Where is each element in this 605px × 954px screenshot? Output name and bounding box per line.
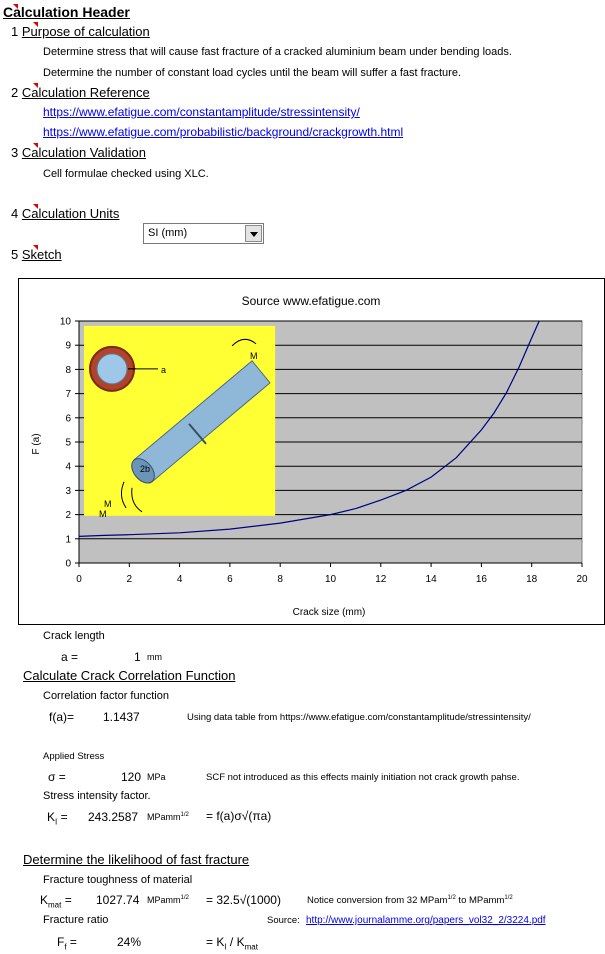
- y-tick-label: 10: [59, 316, 71, 328]
- section-title: Calculation Units: [21, 206, 120, 221]
- chevron-down-icon[interactable]: [245, 225, 262, 242]
- ff-formula: = $K_I / K_{mat}$: [206, 935, 258, 952]
- x-tick-label: 2: [126, 574, 133, 585]
- reference-link-1[interactable]: https://www.efatigue.com/constantamplitude/stressintensity/: [43, 105, 360, 119]
- section-units-heading: [11, 206, 119, 221]
- y-tick-label: 8: [65, 364, 71, 376]
- k-unit: MPamm$^{1/2}$: [147, 812, 189, 822]
- fracture-title: Determine the likelihood of fast fracture: [23, 852, 250, 867]
- k-label: $K_I$ =: [47, 810, 68, 827]
- kmat-unit: MPamm$^{1/2}$: [147, 895, 189, 905]
- correlation-func-label: Correlation factor function: [43, 690, 169, 702]
- tube-section-inner: [97, 354, 127, 384]
- chart-title: Source www.efatigue.com: [241, 294, 381, 308]
- kmat-formula: = 32.5√(1000): [206, 893, 281, 907]
- source-label: Source:: [267, 915, 300, 926]
- section-validation-heading: [11, 145, 146, 160]
- x-tick-label: 8: [277, 574, 283, 585]
- x-tick-label: 20: [576, 574, 588, 585]
- ratio-label: Fracture ratio: [43, 914, 109, 926]
- comment-marker[interactable]: [33, 204, 38, 209]
- y-tick-label: 5: [65, 437, 71, 449]
- ff-value[interactable]: 24%: [117, 935, 142, 949]
- y-tick-label: 9: [65, 340, 71, 352]
- correlation-title: Calculate Crack Correlation Function: [23, 668, 236, 683]
- a-value[interactable]: 1: [134, 650, 141, 664]
- a-label: a =: [61, 650, 79, 664]
- section-purpose-heading: [11, 24, 150, 39]
- ff-label: $F_f$ =: [57, 935, 77, 952]
- stress-label: Applied Stress: [43, 751, 105, 762]
- inset-label-2b: 2b: [140, 463, 151, 474]
- reference-link-2[interactable]: https://www.efatigue.com/probabilistic/background/crackgrowth.html: [43, 125, 404, 139]
- y-tick-label: 1: [65, 534, 71, 546]
- inset-label-a: a: [161, 364, 167, 375]
- sigma-note: SCF not introduced as this effects mainly initiation not crack growth pahse.: [206, 772, 520, 783]
- inset-label-m1: M: [104, 498, 112, 509]
- section-number: 1: [11, 24, 19, 39]
- page-title: Calculation Header: [3, 4, 130, 20]
- y-tick-label: 6: [65, 413, 71, 425]
- x-axis-label: Crack size (mm): [292, 607, 366, 618]
- y-tick-label: 7: [65, 389, 71, 401]
- toughness-label: Fracture toughness of material: [43, 874, 193, 886]
- x-tick-label: 0: [76, 574, 82, 585]
- kmat-value[interactable]: 1027.74: [96, 893, 140, 907]
- x-tick-label: 12: [375, 574, 387, 585]
- sif-label: Stress intensity factor.: [43, 790, 151, 802]
- y-tick-label: 3: [65, 485, 71, 497]
- section-title: Calculation Validation: [21, 145, 146, 160]
- purpose-line-2: Determine the number of constant load cycles until the beam will suffer a fast fracture.: [43, 67, 461, 79]
- y-tick-label: 2: [65, 510, 71, 522]
- section-title: Sketch: [21, 247, 62, 262]
- section-reference-heading: [11, 85, 150, 100]
- section-number: 3: [11, 145, 19, 160]
- y-tick-label: 0: [65, 558, 71, 570]
- x-tick-label: 4: [176, 574, 183, 585]
- a-unit: mm: [147, 652, 162, 662]
- sigma-unit: MPa: [147, 772, 166, 782]
- sigma-value[interactable]: 120: [121, 770, 142, 784]
- y-tick-label: 4: [65, 461, 71, 473]
- fa-note: Using data table from https://www.efatigue.com/constantamplitude/stressintensity/: [187, 712, 531, 723]
- k-value[interactable]: 243.2587: [88, 810, 139, 824]
- section-title: Calculation Reference: [21, 85, 150, 100]
- inset-label-m2: M: [99, 508, 107, 519]
- comment-marker[interactable]: [33, 143, 38, 148]
- comment-marker[interactable]: [33, 83, 38, 88]
- section-title: Purpose of calculation: [21, 24, 150, 39]
- section-number: 2: [11, 85, 19, 100]
- k-formula: = f(a)σ√(πa): [206, 809, 272, 823]
- validation-text: Cell formulae checked using XLC.: [43, 168, 209, 180]
- comment-marker[interactable]: [33, 22, 38, 27]
- fa-label: f(a)=: [49, 710, 75, 724]
- x-tick-label: 10: [324, 574, 337, 585]
- comment-marker[interactable]: [13, 4, 18, 9]
- fa-value[interactable]: 1.1437: [103, 710, 140, 724]
- sigma-label: σ =: [48, 770, 66, 784]
- x-tick-label: 14: [425, 574, 437, 585]
- units-dropdown[interactable]: [143, 223, 264, 244]
- x-tick-label: 16: [475, 574, 487, 585]
- kmat-label: $K_{mat}$ =: [40, 893, 72, 910]
- purpose-line-1: Determine stress that will cause fast fracture of a cracked aluminium beam under bending loads.: [43, 46, 512, 58]
- inset-label-m-top: M: [250, 350, 258, 361]
- source-link[interactable]: http://www.journalamme.org/papers_vol32_2/3224.pdf: [306, 915, 546, 926]
- x-tick-label: 18: [526, 574, 538, 585]
- comment-marker[interactable]: [33, 245, 38, 250]
- chart-container: [18, 278, 605, 625]
- kmat-note: Notice conversion from 32 MPam$^{1/2}$ to MPamm$^{1/2}$: [307, 895, 513, 906]
- chart-svg: [19, 279, 604, 624]
- units-dropdown-value: SI (mm): [148, 227, 188, 239]
- crack-length-label: Crack length: [43, 630, 105, 642]
- section-number: 5: [11, 247, 19, 262]
- x-tick-label: 6: [227, 574, 233, 585]
- y-axis-label: F (a): [31, 433, 42, 455]
- section-number: 4: [11, 206, 19, 221]
